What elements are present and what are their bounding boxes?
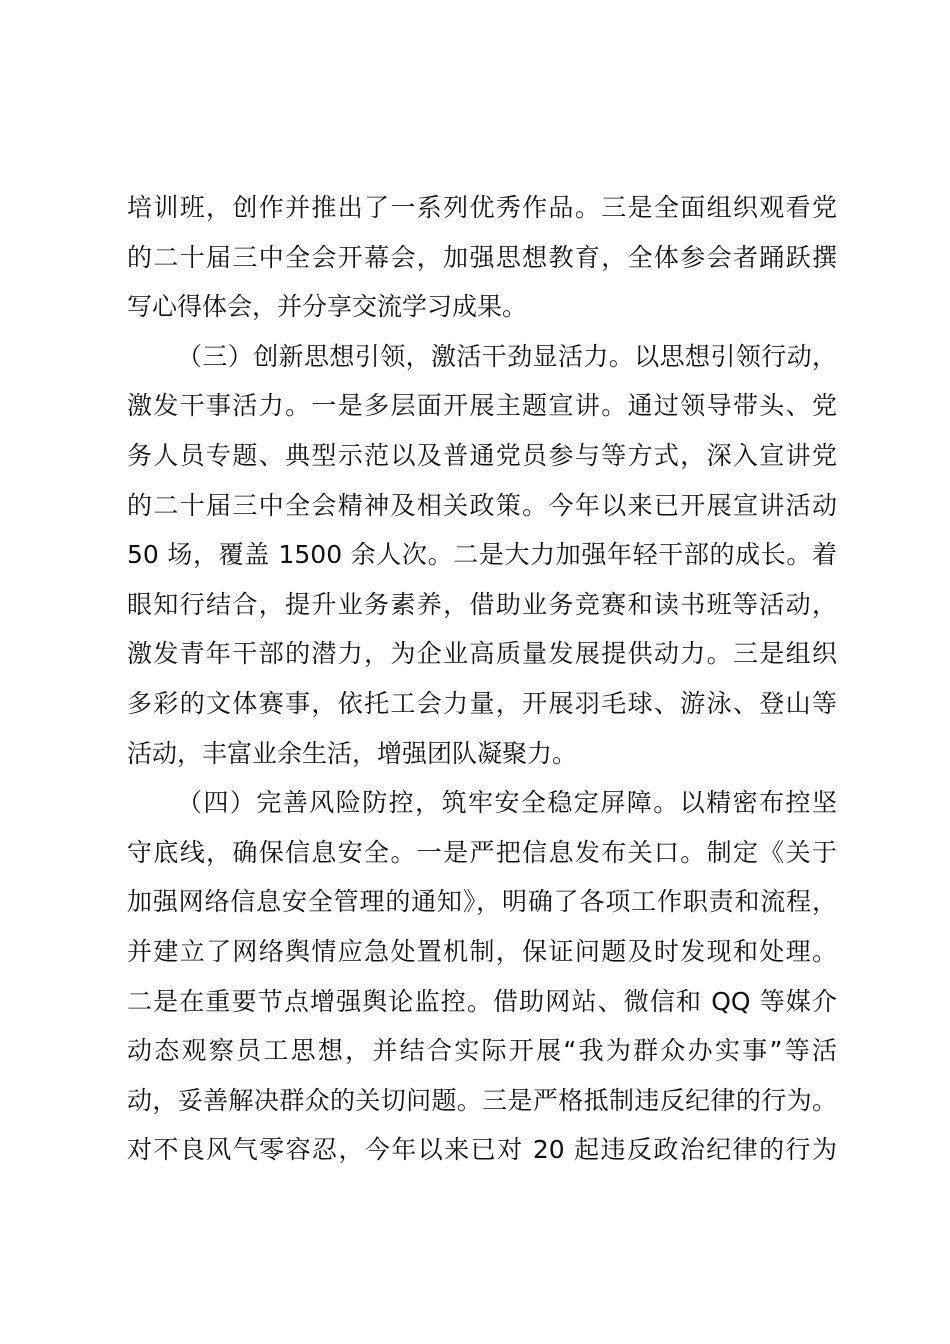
text-line: 守底线，确保信息安全。一是严把信息发布关口。制定《关于 <box>127 837 837 867</box>
text-line: 激发干事活力。一是多层面开展主题宣讲。通过领导带头、党 <box>127 391 837 421</box>
text-line: 并建立了网络舆情应急处置机制，保证问题及时发现和处理。 <box>127 936 837 966</box>
text-line: 多彩的文体赛事，依托工会力量，开展羽毛球、游泳、登山等 <box>127 688 837 718</box>
text-line: 加强网络信息安全管理的通知》，明确了各项工作职责和流程， <box>127 887 837 917</box>
section-heading-line: （三）创新思想引领，激活干劲显活力。以思想引领行动， <box>177 341 837 371</box>
text-line: 动态观察员工思想，并结合实际开展“我为群众办实事”等活 <box>127 1036 837 1066</box>
text-line: 写心得体会，并分享交流学习成果。 <box>127 292 528 322</box>
text-line: 活动，丰富业余生活，增强团队凝聚力。 <box>127 738 578 768</box>
text-line: 对不良风气零容忍，今年以来已对 20 起违反政治纪律的行为 <box>127 1135 837 1165</box>
text-line: 务人员专题、典型示范以及普通党员参与等方式，深入宣讲党 <box>127 440 837 470</box>
text-line: 眼知行结合，提升业务素养，借助业务竞赛和读书班等活动， <box>127 589 837 619</box>
text-line: 激发青年干部的潜力，为企业高质量发展提供动力。三是组织 <box>127 639 837 669</box>
text-line: 50 场，覆盖 1500 余人次。二是大力加强年轻干部的成长。着 <box>127 540 837 570</box>
text-line: 的二十届三中全会精神及相关政策。今年以来已开展宣讲活动 <box>127 490 837 520</box>
body-text <box>127 183 837 1175</box>
section-heading-line: （四）完善风险防控，筑牢安全稳定屏障。以精密布控坚 <box>177 788 837 818</box>
text-line: 的二十届三中全会开幕会，加强思想教育，全体参会者踊跃撰 <box>127 242 837 272</box>
text-line: 二是在重要节点增强舆论监控。借助网站、微信和 QQ 等媒介 <box>127 986 837 1016</box>
text-line: 动，妥善解决群众的关切问题。三是严格抵制违反纪律的行为。 <box>127 1085 837 1115</box>
text-line: 培训班，创作并推出了一系列优秀作品。三是全面组织观看党 <box>127 193 837 222</box>
